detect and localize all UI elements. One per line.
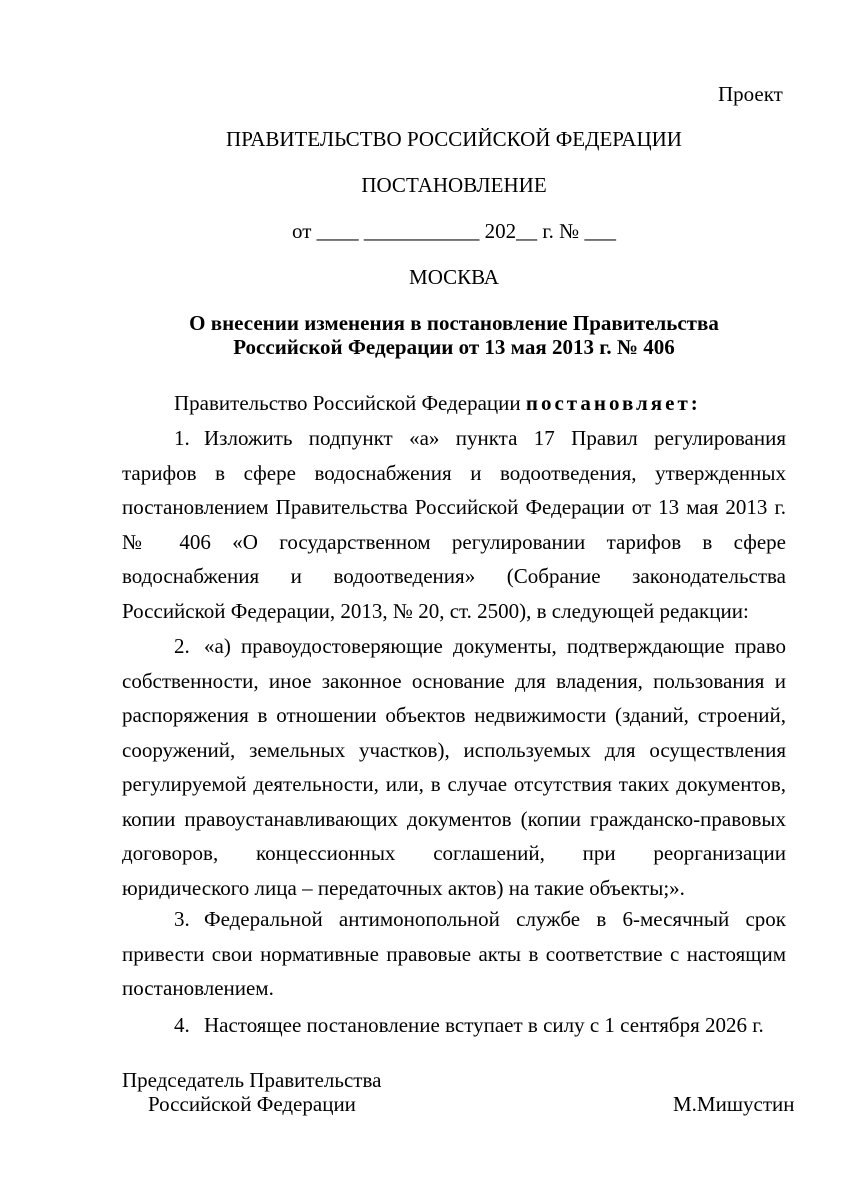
government-heading: ПРАВИТЕЛЬСТВО РОССИЙСКОЙ ФЕДЕРАЦИИ <box>226 127 682 151</box>
intro-verb: постановляет: <box>525 391 701 415</box>
item-4 <box>122 1008 786 1043</box>
item-4-text: Настоящее постановление вступает в силу с 1 сентября 2026 г. <box>204 1013 764 1037</box>
document-title-line-2: Российской Федерации от 13 мая 2013 г. № 406 <box>233 335 675 359</box>
item-1-number: 1. <box>174 426 190 450</box>
signature-position-line-1: Председатель Правительства <box>122 1068 382 1092</box>
signature-name: М.Мишустин <box>673 1092 795 1116</box>
item-1 <box>122 421 786 628</box>
signature-position-line-2: Российской Федерации <box>148 1092 356 1116</box>
document-title-line-1: О внесении изменения в постановление Правительства <box>189 311 719 335</box>
item-4-number: 4. <box>174 1013 190 1037</box>
item-1-text: Изложить подпункт «а» пункта 17 Правил регулирования тарифов в сфере водоснабжения и водоотведения, утвержденных постановлением Правительства Российской Федерации от 13 мая 2013 г. № 406 «О государственном регулировании тарифов в сфере водоснабжения и водоотведения» (Собрание законодательства Российской Федерации, 2013, № 20, ст. 2500), в следующей редакции: <box>122 426 786 623</box>
item-2-number: 2. <box>174 634 190 658</box>
item-3 <box>122 902 786 1006</box>
item-2 <box>122 629 786 905</box>
intro-prefix: Правительство Российской Федерации <box>174 391 526 415</box>
document-type: ПОСТАНОВЛЕНИЕ <box>361 173 547 197</box>
city: МОСКВА <box>409 265 499 289</box>
item-2-text: «а) правоудостоверяющие документы, подтверждающие право собственности, иное законное основание для владения, пользования и распоряжения в отношении объектов недвижимости (зданий, строений, сооружений, земельных участков), используемых для осуществления регулируемой деятельности, или, в случае отсутствия таких документов, копии правоустанавливающих документов (копии гражданско-правовых договоров, концессионных соглашений, при реорганизации юридического лица – передаточных актов) на такие объекты;». <box>122 634 786 900</box>
draft-label: Проект <box>718 82 783 106</box>
item-3-text: Федеральной антимонопольной службе в 6-месячный срок привести свои нормативные правовые акты в соответствие с настоящим постановлением. <box>122 907 786 1000</box>
date-number-line: от ____ ___________ 202__ г. № ___ <box>292 219 616 243</box>
item-3-number: 3. <box>174 907 190 931</box>
intro-line <box>174 393 701 414</box>
